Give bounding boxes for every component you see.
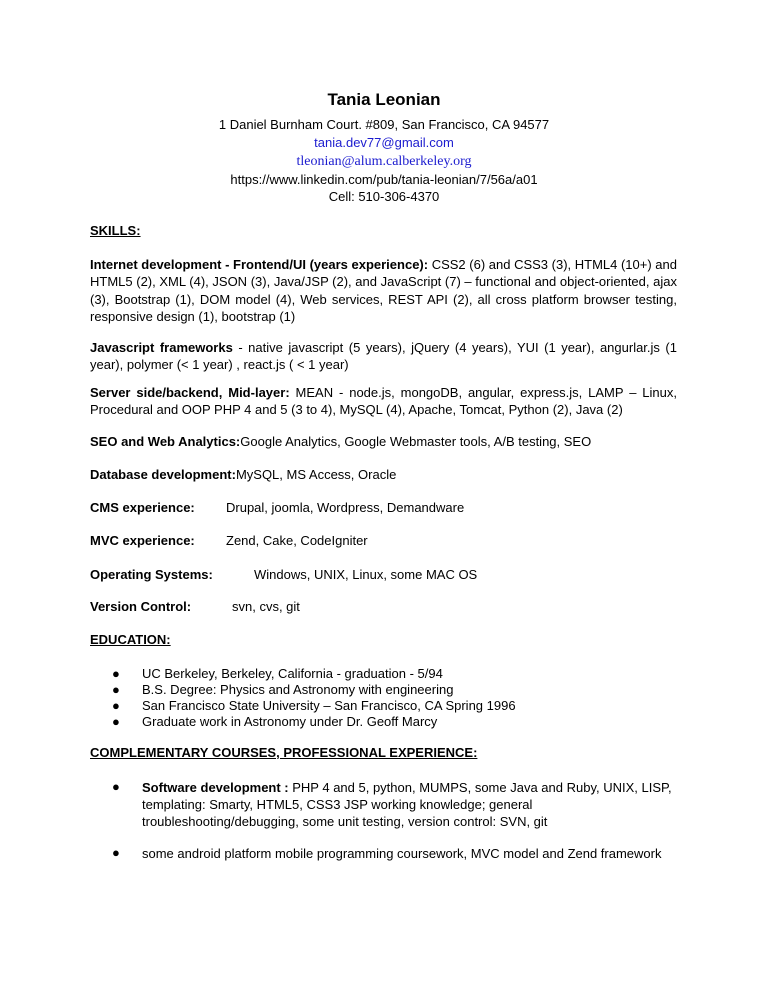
skill-mvc — [90, 533, 368, 548]
skill-os-label: Operating Systems: — [90, 567, 213, 582]
skill-server-text: MEAN - node.js, mongoDB, angular, express.js, LAMP – Linux, Procedural and OOP PHP 4 and 5 (3 to 4), MySQL (4), Apache, Tomcat, Python (2), Java (2) — [90, 385, 677, 418]
skill-cms — [90, 500, 465, 515]
skill-database-label: Database development: — [90, 467, 236, 482]
education-item: UC Berkeley, Berkeley, California - graduation - 5/94 — [142, 666, 443, 681]
skill-os-text: Windows, UNIX, Linux, some MAC OS — [254, 567, 478, 582]
course-software-body: PHP 4 and 5, python, MUMPS, some Java and Ruby, UNIX, LISP, templating: Smarty, HTML5, CSS3 JSP working knowledge; general troubleshooting/debugging, some unit testing, version control: SVN, git — [142, 780, 672, 829]
skill-vc-text: svn, cvs, git — [232, 599, 300, 614]
skill-javascript — [90, 339, 677, 374]
course-software-text — [142, 779, 680, 830]
education-heading: EDUCATION: — [90, 632, 171, 647]
list-item — [0, 682, 516, 698]
email-alumni[interactable]: tleonian@alum.calberkeley.org — [296, 154, 472, 169]
list-item — [0, 714, 516, 730]
education-item: Graduate work in Astronomy under Dr. Geoff Marcy — [142, 714, 438, 729]
linkedin-url[interactable]: https://www.linkedin.com/pub/tania-leonian/7/56a/a01 — [230, 172, 538, 187]
skill-cms-label: CMS experience: — [90, 500, 195, 515]
bullet-icon: ● — [112, 682, 120, 697]
skill-server-label: Server side/backend, Mid-layer: — [90, 385, 290, 400]
course-software-label: Software development : — [142, 780, 289, 795]
candidate-name: Tania Leonian — [327, 90, 441, 109]
bullet-icon: ● — [112, 845, 120, 860]
skill-mvc-text: Zend, Cake, CodeIgniter — [226, 533, 368, 548]
skill-mvc-label: MVC experience: — [90, 533, 195, 548]
list-item — [0, 698, 516, 714]
address: 1 Daniel Burnham Court. #809, San Francisco, CA 94577 — [218, 117, 550, 132]
email-primary[interactable]: tania.dev77@gmail.com — [314, 135, 454, 150]
skill-seo — [90, 433, 677, 450]
skill-internet-label: Internet development - Frontend/UI (years experience): — [90, 257, 429, 272]
education-item: San Francisco State University – San Francisco, CA Spring 1996 — [142, 698, 516, 713]
skills-heading: SKILLS: — [90, 223, 141, 238]
skill-cms-text: Drupal, joomla, Wordpress, Demandware — [226, 500, 465, 515]
bullet-icon: ● — [112, 779, 120, 794]
list-item — [0, 666, 516, 682]
education-list — [0, 666, 516, 730]
skill-internet-text: CSS2 (6) and CSS3 (3), HTML4 (10+) and HTML5 (2), XML (4), JSON (3), Java/JSP (2), and JavaScript (7) – functional and object-oriented, ajax (3), Bootstrap (1), DOM model (4), Web services, REST API (2), all cross platform browser testing, responsive design (1), bootstrap (1) — [90, 257, 677, 324]
skill-seo-label: SEO and Web Analytics: — [90, 434, 241, 449]
education-item: B.S. Degree: Physics and Astronomy with engineering — [142, 682, 454, 697]
skill-database — [90, 466, 677, 483]
skill-database-text: MySQL, MS Access, Oracle — [235, 467, 397, 482]
course-android-text: some android platform mobile programming coursework, MVC model and Zend framework — [142, 846, 662, 861]
skill-javascript-label: Javascript frameworks — [90, 340, 233, 355]
skill-server — [90, 384, 677, 419]
bullet-icon: ● — [112, 714, 120, 729]
skill-seo-text: Google Analytics, Google Webmaster tools, A/B testing, SEO — [240, 434, 592, 449]
cell-phone: Cell: 510-306-4370 — [328, 189, 440, 204]
courses-heading: COMPLEMENTARY COURSES, PROFESSIONAL EXPERIENCE: — [90, 745, 478, 760]
bullet-icon: ● — [112, 666, 120, 681]
bullet-icon: ● — [112, 698, 120, 713]
skill-vc — [90, 599, 300, 614]
skill-javascript-text: - native javascript (5 years), jQuery (4 years), YUI (1 year), angurlar.js (1 year), polymer (< 1 year) , react.js ( < 1 year) — [90, 340, 677, 373]
skill-os — [90, 567, 478, 582]
skill-internet — [90, 256, 677, 325]
skill-vc-label: Version Control: — [90, 599, 192, 614]
